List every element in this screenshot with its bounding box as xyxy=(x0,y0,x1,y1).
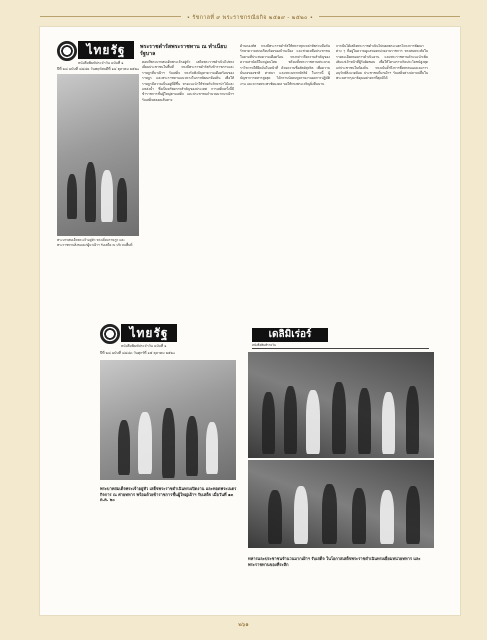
clip2-caption: พระบาทสมเด็จพระเจ้าอยู่หัว เสด็จพระราชดำเนินทรงเปิดงาน และทอดพระเนตรกิจการ ณ ค่ายทหาร พร้อมด้วยข้าราชการชั้นผู้ใหญ่เฝ้าฯ รับเสด็จ เมื่อวันที่ ๑๓ ต.ค. ๒๐ xyxy=(100,486,237,503)
clip3-photo-bottom xyxy=(248,460,434,548)
clip1-photo xyxy=(57,74,139,236)
clip2-dateline: ปีที่ ๒๘ ฉบับที่ ๘๔๘๓ วันศุกร์ที่ ๑๕ ตุลาคม ๒๕๒๐ xyxy=(100,351,176,355)
masthead-sub: หนังสือพิมพ์ประจำวัน ฉบับที่ ๑ xyxy=(121,344,167,348)
clip3-caption: ทหารและประชาชนจำนวนมากเฝ้าฯ รับเสด็จ ในโอกาสเสด็จพระราชดำเนินทรงเยี่ยมหน่วยทหาร และพระราชทานของที่ระลึก xyxy=(248,556,421,567)
masthead-sub: หนังสือพิมพ์ประจำวัน ฉบับที่ ๑ xyxy=(78,61,124,65)
masthead-name: ไทยรัฐ xyxy=(121,324,177,342)
running-header: • รัชกาลที่ ๙ พระราชกรณียกิจ ๒๕๑๙ - ๒๕๒๐ • xyxy=(40,14,460,22)
clip2-photo xyxy=(100,360,236,480)
article-column-right: จากนั้นได้เสด็จพระราชดำเนินไปทอดพระเนตรโครงการพัฒนาต่าง ๆ ที่อยู่ในความดูแลของหน่วยงานราชการ ทรงสนพระทัยในรายละเอียดของการดำเนินงาน และพระราชทานคำแนะนำเพิ่มเติมแก่เจ้าหน้าที่ผู้รับผิดชอบ เพื่อให้โครงการเกิดประโยชน์สูงสุดแก่ประชาชนในท้องถิ่น ทรงเน้นย้ำถึงการพึ่งพาตนเองและการอนุรักษ์สิ่งแวดล้อม ประชาชนที่มาเฝ้าฯ รับเสด็จต่างปลาบปลื้มในพระมหากรุณาธิคุณอย่างหาที่สุดมิได้ xyxy=(336,44,428,81)
clip1-headline: พระราชดำรัสพระราชทาน ณ ทำเนียบรัฐบาล xyxy=(140,44,227,57)
clip3-masthead-sub: หนังสือพิมพ์รายวัน xyxy=(252,343,276,347)
newspaper-seal-icon xyxy=(100,324,120,344)
article-column-middle: ด้านกองทัพ ทรงมีพระราชดำรัสให้ทหารทุกเหล่าทัพร่วมมือกันรักษาความสงบเรียบร้อยของบ้านเมือง และช่วยเหลือประชาชนในยามที่ประสบความเดือดร้อน ทรงกล่าวถึงความสำคัญของความสามัคคีในหมู่คนไทย พร้อมทั้งพระราชทานพระบรมราโชวาทให้ยึดมั่นในหน้าที่ ด้วยความซื่อสัตย์สุจริต เพื่อความมั่นคงของชาติ ศาสนา และพระมหากษัตริย์ ในการนี้ ผู้บัญชาการทหารสูงสุด ได้กราบบังคมทูลรายงานผลการปฏิบัติงาน และถวายพระพรชัยมงคล ขอให้ทรงพระเจริญยิ่งยืนนาน xyxy=(240,44,330,86)
clip1-body: ตอนที่พระบาทสมเด็จพระเจ้าอยู่หัว เสด็จพระราชดำเนินไปทรงเยี่ยมประชาชนในพื้นที่ ทรงมีพระราชดำรัสกับข้าราชการและราษฎรที่มาเฝ้าฯ รับเสด็จ ทรงรับฟังปัญหาความเดือดร้อนของราษฎร และพระราชทานแนวทางในการพัฒนาท้องถิ่น เพื่อให้ราษฎรมีความเป็นอยู่ที่ดีขึ้น ทรงแนะนำให้ช่วยกันรักษาป่าไม้และแหล่งน้ำ ซึ่งเป็นทรัพยากรสำคัญของประเทศ การเสด็จครั้งนี้มีข้าราชการชั้นผู้ใหญ่ตามเสด็จ และประชาชนจำนวนมากมาเฝ้าฯ รับเสด็จตลอดเส้นทาง xyxy=(142,60,234,102)
clip3-photo-top xyxy=(248,352,434,458)
clip3-rule xyxy=(252,348,429,349)
clip1-caption: พระบาทสมเด็จพระเจ้าอยู่หัว ทรงเยี่ยมราษฎร และพระราชทานสิ่งของแก่ผู้มาเฝ้าฯ รับเสด็จ ณ บริเวณพื้นที่ xyxy=(57,238,133,247)
clip3-masthead: เดลิมิเร่อร์ xyxy=(252,328,328,342)
clip1-dateline: ปีที่ ๒๘ ฉบับที่ ๘๔๘๒ วันพฤหัสบดีที่ ๑๔ ตุลาคม ๒๕๒๐ xyxy=(57,67,140,71)
newspaper-seal-icon xyxy=(57,41,77,61)
page-number: ๒๖๑ xyxy=(0,621,487,629)
masthead-name: ไทยรัฐ xyxy=(78,41,134,59)
